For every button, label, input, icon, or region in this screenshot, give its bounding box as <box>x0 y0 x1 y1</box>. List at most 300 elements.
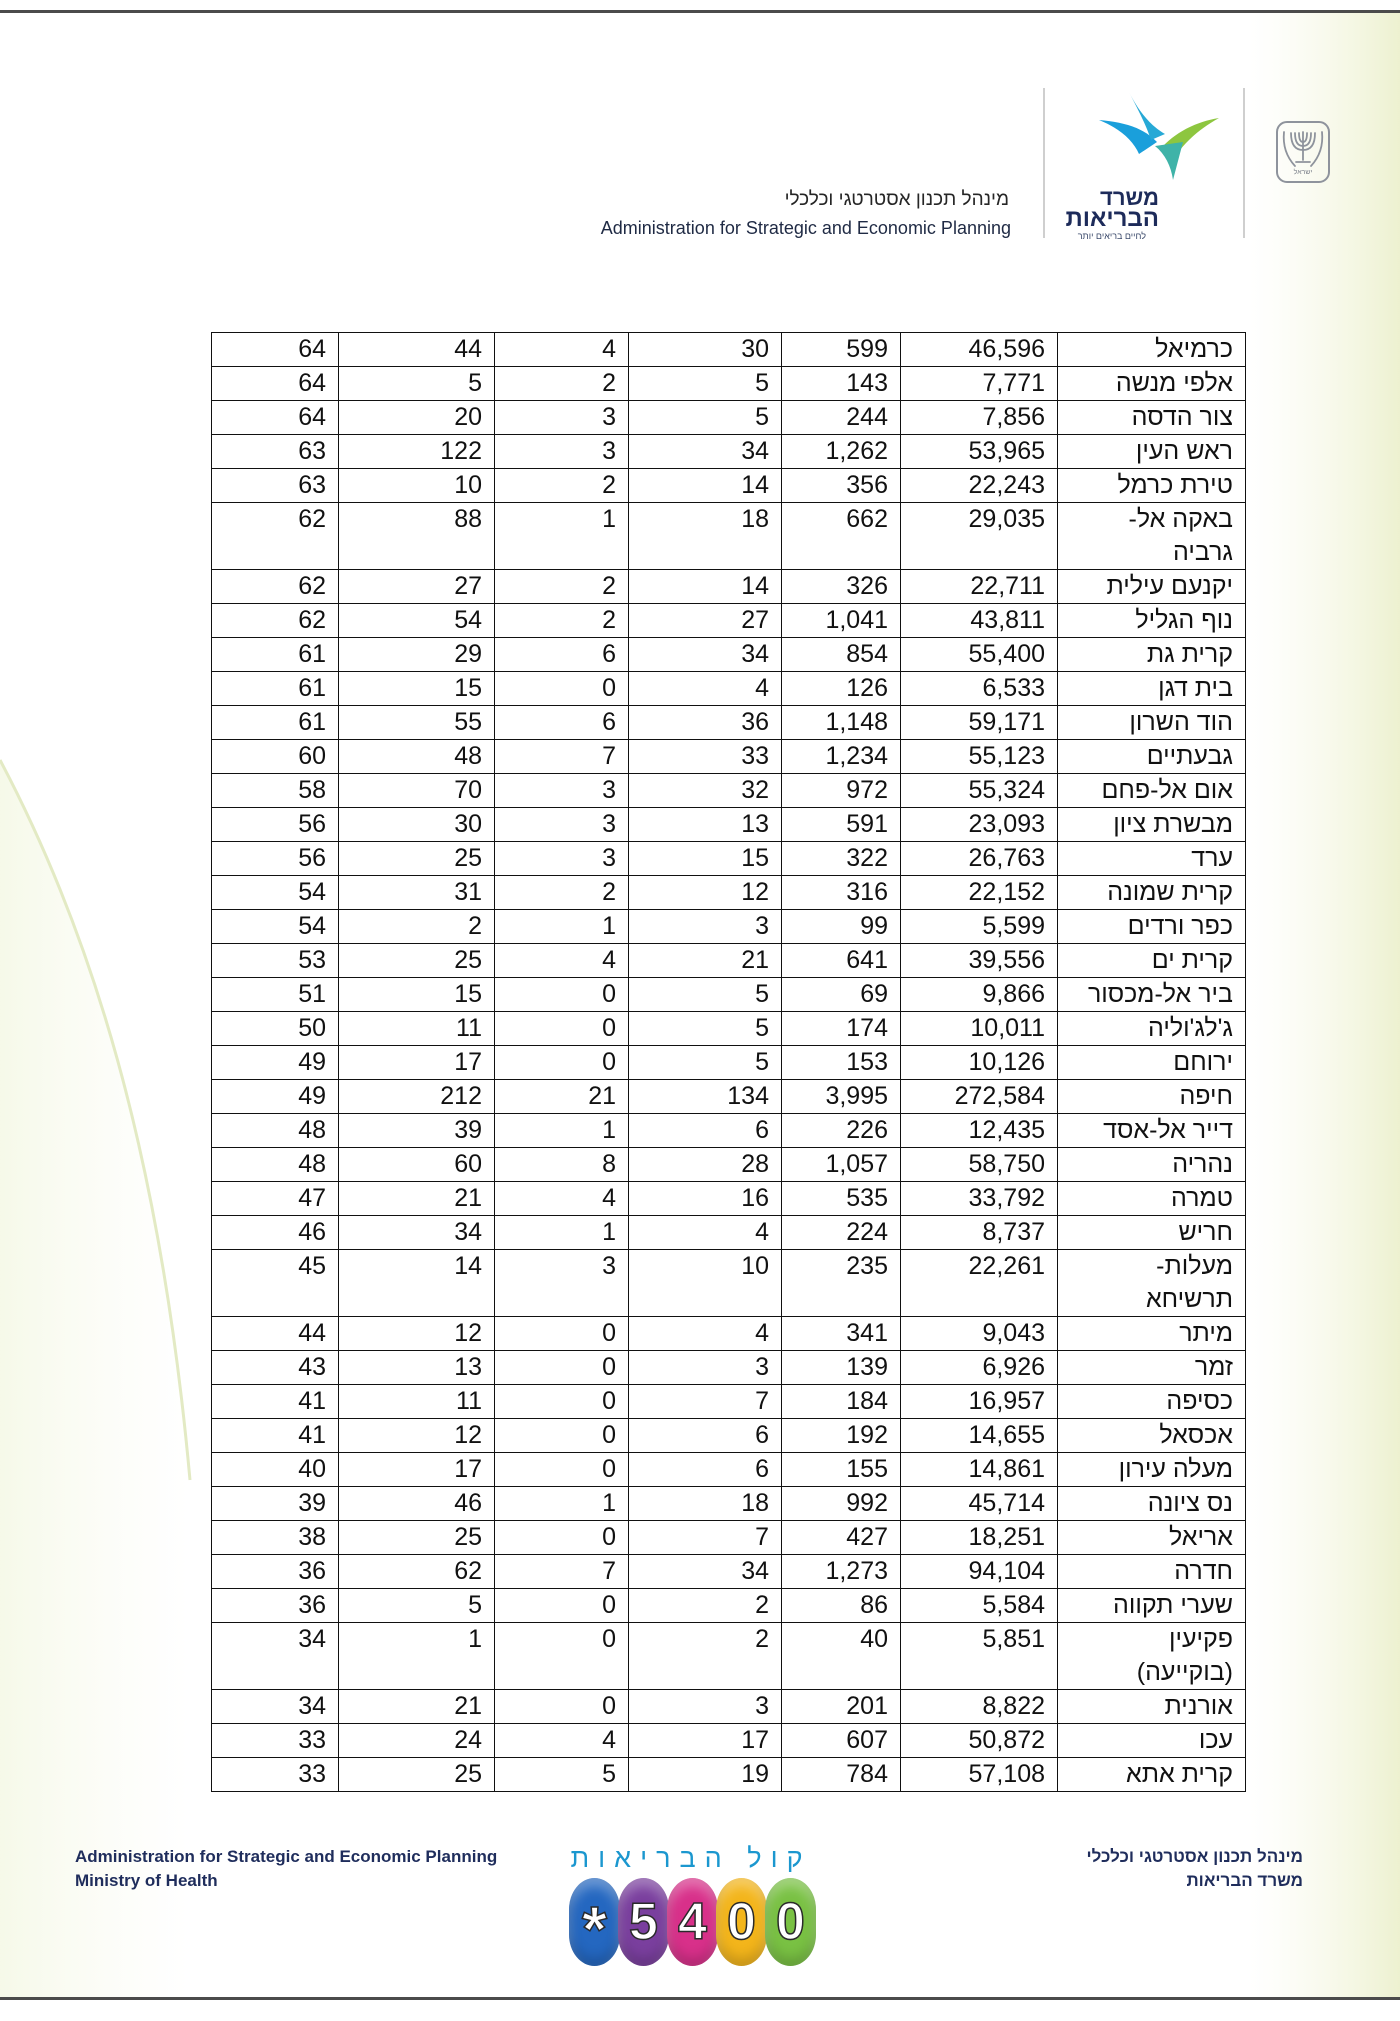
value-cell: 192 <box>782 1419 901 1453</box>
value-cell: 30 <box>629 333 782 367</box>
value-cell: 39 <box>339 1114 495 1148</box>
value-cell: 41 <box>212 1419 339 1453</box>
value-cell: 1 <box>339 1623 495 1690</box>
value-cell: 32 <box>629 774 782 808</box>
locality-cell: קרית אתא <box>1058 1758 1246 1792</box>
value-cell: 48 <box>339 740 495 774</box>
value-cell: 56 <box>212 808 339 842</box>
value-cell: 1,041 <box>782 604 901 638</box>
value-cell: 69 <box>782 978 901 1012</box>
value-cell: 641 <box>782 944 901 978</box>
footer-right-block <box>1087 1845 1303 1893</box>
value-cell: 326 <box>782 570 901 604</box>
value-cell: 10 <box>339 469 495 503</box>
value-cell: 25 <box>339 842 495 876</box>
value-cell: 14 <box>629 469 782 503</box>
value-cell: 34 <box>629 1555 782 1589</box>
value-cell: 61 <box>212 706 339 740</box>
value-cell: 62 <box>212 570 339 604</box>
value-cell: 0 <box>495 978 629 1012</box>
value-cell: 854 <box>782 638 901 672</box>
value-cell: 34 <box>212 1623 339 1690</box>
value-cell: 0 <box>495 1690 629 1724</box>
value-cell: 16 <box>629 1182 782 1216</box>
value-cell: 27 <box>339 570 495 604</box>
header-divider <box>1243 88 1245 238</box>
table-row <box>212 706 1246 740</box>
value-cell: 46 <box>212 1216 339 1250</box>
table-row <box>212 638 1246 672</box>
value-cell: 9,866 <box>901 978 1058 1012</box>
value-cell: 25 <box>339 944 495 978</box>
value-cell: 2 <box>495 469 629 503</box>
value-cell: 4 <box>495 1182 629 1216</box>
value-cell: 29 <box>339 638 495 672</box>
table-row <box>212 978 1246 1012</box>
table-row <box>212 1758 1246 1792</box>
table-row <box>212 1419 1246 1453</box>
value-cell: 184 <box>782 1385 901 1419</box>
value-cell: 53,965 <box>901 435 1058 469</box>
value-cell: 63 <box>212 435 339 469</box>
locality-cell: כסיפה <box>1058 1385 1246 1419</box>
locality-cell: חיפה <box>1058 1080 1246 1114</box>
table-row <box>212 1690 1246 1724</box>
locality-cell: כפר ורדים <box>1058 910 1246 944</box>
value-cell: 57,108 <box>901 1758 1058 1792</box>
value-cell: 12,435 <box>901 1114 1058 1148</box>
value-cell: 33,792 <box>901 1182 1058 1216</box>
table-row <box>212 1453 1246 1487</box>
value-cell: 5 <box>495 1758 629 1792</box>
footer-ministry-english: Ministry of Health <box>75 1871 218 1890</box>
value-cell: 56 <box>212 842 339 876</box>
value-cell: 13 <box>629 808 782 842</box>
table-row <box>212 1148 1246 1182</box>
table-row <box>212 1385 1246 1419</box>
table-row <box>212 503 1246 570</box>
value-cell: 427 <box>782 1521 901 1555</box>
value-cell: 4 <box>629 1216 782 1250</box>
table-row <box>212 1216 1246 1250</box>
value-cell: 18 <box>629 503 782 570</box>
value-cell: 10,126 <box>901 1046 1058 1080</box>
value-cell: 4 <box>495 944 629 978</box>
table-row <box>212 367 1246 401</box>
value-cell: 535 <box>782 1182 901 1216</box>
value-cell: 21 <box>495 1080 629 1114</box>
locality-cell: ערד <box>1058 842 1246 876</box>
table-row <box>212 1589 1246 1623</box>
value-cell: 8,822 <box>901 1690 1058 1724</box>
value-cell: 5 <box>629 401 782 435</box>
value-cell: 27 <box>629 604 782 638</box>
value-cell: 10,011 <box>901 1012 1058 1046</box>
value-cell: 12 <box>339 1419 495 1453</box>
logo-text-line1: משרד <box>1100 185 1159 210</box>
table-row <box>212 469 1246 503</box>
value-cell: 12 <box>339 1317 495 1351</box>
value-cell: 0 <box>495 1351 629 1385</box>
value-cell: 33 <box>212 1724 339 1758</box>
locality-cell: נהריה <box>1058 1148 1246 1182</box>
value-cell: 49 <box>212 1046 339 1080</box>
locality-cell: מיתר <box>1058 1317 1246 1351</box>
hotline-digit: * <box>582 1893 607 1965</box>
table-row <box>212 1724 1246 1758</box>
table-row <box>212 740 1246 774</box>
value-cell: 64 <box>212 367 339 401</box>
value-cell: 8,737 <box>901 1216 1058 1250</box>
value-cell: 1,148 <box>782 706 901 740</box>
value-cell: 15 <box>629 842 782 876</box>
locality-cell: נוף הגליל <box>1058 604 1246 638</box>
value-cell: 55 <box>339 706 495 740</box>
value-cell: 17 <box>629 1724 782 1758</box>
value-cell: 3 <box>495 401 629 435</box>
value-cell: 7 <box>629 1385 782 1419</box>
locality-cell: טירת כרמל <box>1058 469 1246 503</box>
value-cell: 174 <box>782 1012 901 1046</box>
hotline-digit-bubble <box>667 1878 718 1966</box>
locality-cell: ירוחם <box>1058 1046 1246 1080</box>
value-cell: 3,995 <box>782 1080 901 1114</box>
table-row <box>212 672 1246 706</box>
value-cell: 58,750 <box>901 1148 1058 1182</box>
value-cell: 48 <box>212 1148 339 1182</box>
hotline-digit: 0 <box>776 1893 805 1951</box>
value-cell: 6 <box>629 1453 782 1487</box>
table-row <box>212 1182 1246 1216</box>
table-row <box>212 876 1246 910</box>
table-row <box>212 1250 1246 1317</box>
value-cell: 22,261 <box>901 1250 1058 1317</box>
table-row <box>212 333 1246 367</box>
value-cell: 226 <box>782 1114 901 1148</box>
value-cell: 5 <box>629 978 782 1012</box>
value-cell: 2 <box>629 1623 782 1690</box>
value-cell: 94,104 <box>901 1555 1058 1589</box>
value-cell: 4 <box>495 333 629 367</box>
hotline-digit: 4 <box>678 1893 707 1951</box>
value-cell: 0 <box>495 1521 629 1555</box>
value-cell: 3 <box>629 1690 782 1724</box>
value-cell: 0 <box>495 1385 629 1419</box>
value-cell: 992 <box>782 1487 901 1521</box>
locality-cell: כרמיאל <box>1058 333 1246 367</box>
value-cell: 17 <box>339 1453 495 1487</box>
footer-left-block <box>75 1845 497 1893</box>
value-cell: 86 <box>782 1589 901 1623</box>
value-cell: 0 <box>495 1317 629 1351</box>
hotline-digit-bubble <box>716 1878 767 1966</box>
value-cell: 45 <box>212 1250 339 1317</box>
value-cell: 5,599 <box>901 910 1058 944</box>
value-cell: 14 <box>629 570 782 604</box>
table-row <box>212 910 1246 944</box>
value-cell: 61 <box>212 638 339 672</box>
locality-cell: חריש <box>1058 1216 1246 1250</box>
value-cell: 21 <box>339 1690 495 1724</box>
value-cell: 34 <box>629 638 782 672</box>
value-cell: 43,811 <box>901 604 1058 638</box>
locality-cell: אלפי מנשה <box>1058 367 1246 401</box>
locality-cell: אורנית <box>1058 1690 1246 1724</box>
value-cell: 61 <box>212 672 339 706</box>
value-cell: 126 <box>782 672 901 706</box>
value-cell: 0 <box>495 1046 629 1080</box>
value-cell: 6 <box>495 706 629 740</box>
value-cell: 88 <box>339 503 495 570</box>
table-row <box>212 1487 1246 1521</box>
value-cell: 2 <box>495 876 629 910</box>
value-cell: 0 <box>495 1419 629 1453</box>
value-cell: 39,556 <box>901 944 1058 978</box>
value-cell: 599 <box>782 333 901 367</box>
locality-cell: שערי תקווה <box>1058 1589 1246 1623</box>
value-cell: 50,872 <box>901 1724 1058 1758</box>
value-cell: 122 <box>339 435 495 469</box>
table-row <box>212 1080 1246 1114</box>
value-cell: 4 <box>629 1317 782 1351</box>
footer-ministry-hebrew: משרד הבריאות <box>1186 1871 1303 1890</box>
value-cell: 5 <box>339 1589 495 1623</box>
value-cell: 3 <box>495 842 629 876</box>
value-cell: 22,152 <box>901 876 1058 910</box>
value-cell: 6,533 <box>901 672 1058 706</box>
table-row <box>212 1114 1246 1148</box>
table-row <box>212 1623 1246 1690</box>
value-cell: 1 <box>495 1216 629 1250</box>
hotline-number-logo <box>569 1878 816 1966</box>
value-cell: 22,711 <box>901 570 1058 604</box>
value-cell: 322 <box>782 842 901 876</box>
value-cell: 18 <box>629 1487 782 1521</box>
value-cell: 33 <box>212 1758 339 1792</box>
value-cell: 51 <box>212 978 339 1012</box>
value-cell: 31 <box>339 876 495 910</box>
locality-cell: הוד השרון <box>1058 706 1246 740</box>
value-cell: 21 <box>629 944 782 978</box>
value-cell: 3 <box>629 1351 782 1385</box>
value-cell: 44 <box>339 333 495 367</box>
value-cell: 62 <box>339 1555 495 1589</box>
value-cell: 662 <box>782 503 901 570</box>
value-cell: 0 <box>495 1589 629 1623</box>
value-cell: 5 <box>629 1012 782 1046</box>
value-cell: 9,043 <box>901 1317 1058 1351</box>
value-cell: 59,171 <box>901 706 1058 740</box>
value-cell: 41 <box>212 1385 339 1419</box>
value-cell: 11 <box>339 1385 495 1419</box>
table-row <box>212 570 1246 604</box>
table-row <box>212 604 1246 638</box>
hotline-digit-bubble <box>569 1878 620 1966</box>
value-cell: 5,851 <box>901 1623 1058 1690</box>
locality-cell: קרית ים <box>1058 944 1246 978</box>
value-cell: 46 <box>339 1487 495 1521</box>
value-cell: 6 <box>629 1114 782 1148</box>
value-cell: 0 <box>495 1012 629 1046</box>
locality-cell: אריאל <box>1058 1521 1246 1555</box>
locality-cell: טמרה <box>1058 1182 1246 1216</box>
value-cell: 5,584 <box>901 1589 1058 1623</box>
value-cell: 6,926 <box>901 1351 1058 1385</box>
value-cell: 2 <box>339 910 495 944</box>
value-cell: 3 <box>629 910 782 944</box>
locality-cell: אום אל-פחם <box>1058 774 1246 808</box>
value-cell: 28 <box>629 1148 782 1182</box>
locality-cell: צור הדסה <box>1058 401 1246 435</box>
table-row <box>212 1046 1246 1080</box>
value-cell: 7 <box>495 1555 629 1589</box>
locality-cell: מבשרת ציון <box>1058 808 1246 842</box>
value-cell: 139 <box>782 1351 901 1385</box>
value-cell: 1,262 <box>782 435 901 469</box>
value-cell: 7,771 <box>901 367 1058 401</box>
value-cell: 14,655 <box>901 1419 1058 1453</box>
value-cell: 153 <box>782 1046 901 1080</box>
value-cell: 34 <box>212 1690 339 1724</box>
logo-tagline: לחיים בריאים יותר <box>1077 231 1146 241</box>
value-cell: 8 <box>495 1148 629 1182</box>
value-cell: 14 <box>339 1250 495 1317</box>
value-cell: 36 <box>629 706 782 740</box>
bottom-frame-line <box>0 1997 1400 2000</box>
locality-cell: ביר אל-מכסור <box>1058 978 1246 1012</box>
locality-cell: דייר אל-אסד <box>1058 1114 1246 1148</box>
value-cell: 60 <box>339 1148 495 1182</box>
value-cell: 11 <box>339 1012 495 1046</box>
value-cell: 1 <box>495 503 629 570</box>
value-cell: 40 <box>212 1453 339 1487</box>
value-cell: 58 <box>212 774 339 808</box>
locality-cell: קרית שמונה <box>1058 876 1246 910</box>
value-cell: 784 <box>782 1758 901 1792</box>
locality-cell: באקה אל- גרביה <box>1058 503 1246 570</box>
value-cell: 62 <box>212 604 339 638</box>
value-cell: 64 <box>212 401 339 435</box>
table-row <box>212 1317 1246 1351</box>
hotline-digit-bubble <box>765 1878 816 1966</box>
value-cell: 1 <box>495 910 629 944</box>
value-cell: 5 <box>629 367 782 401</box>
locality-cell: עכו <box>1058 1724 1246 1758</box>
table-row <box>212 401 1246 435</box>
locality-cell: נס ציונה <box>1058 1487 1246 1521</box>
value-cell: 54 <box>212 910 339 944</box>
value-cell: 62 <box>212 503 339 570</box>
value-cell: 19 <box>629 1758 782 1792</box>
value-cell: 44 <box>212 1317 339 1351</box>
top-frame-line <box>0 10 1400 13</box>
value-cell: 134 <box>629 1080 782 1114</box>
value-cell: 5 <box>629 1046 782 1080</box>
department-title-hebrew: מינהל תכנון אסטרטגי וכלכלי <box>784 189 1009 210</box>
value-cell: 356 <box>782 469 901 503</box>
header-divider <box>1043 88 1045 238</box>
locality-cell: חדרה <box>1058 1555 1246 1589</box>
value-cell: 235 <box>782 1250 901 1317</box>
value-cell: 7 <box>629 1521 782 1555</box>
value-cell: 2 <box>629 1589 782 1623</box>
value-cell: 55,400 <box>901 638 1058 672</box>
table-row <box>212 1555 1246 1589</box>
value-cell: 45,714 <box>901 1487 1058 1521</box>
value-cell: 212 <box>339 1080 495 1114</box>
locality-cell: ראש העין <box>1058 435 1246 469</box>
value-cell: 0 <box>495 1453 629 1487</box>
table-row <box>212 808 1246 842</box>
value-cell: 48 <box>212 1114 339 1148</box>
table-row <box>212 774 1246 808</box>
hotline-digit: 5 <box>629 1893 658 1951</box>
value-cell: 36 <box>212 1555 339 1589</box>
value-cell: 607 <box>782 1724 901 1758</box>
value-cell: 2 <box>495 367 629 401</box>
value-cell: 40 <box>782 1623 901 1690</box>
value-cell: 316 <box>782 876 901 910</box>
table-body <box>212 333 1246 1792</box>
value-cell: 7 <box>495 740 629 774</box>
value-cell: 22,243 <box>901 469 1058 503</box>
value-cell: 591 <box>782 808 901 842</box>
value-cell: 34 <box>339 1216 495 1250</box>
table-row <box>212 435 1246 469</box>
value-cell: 3 <box>495 435 629 469</box>
data-table <box>211 332 1246 1792</box>
locality-cell: זמר <box>1058 1351 1246 1385</box>
value-cell: 25 <box>339 1758 495 1792</box>
value-cell: 30 <box>339 808 495 842</box>
value-cell: 33 <box>629 740 782 774</box>
locality-cell: פקיעין (בוקייעה) <box>1058 1623 1246 1690</box>
value-cell: 50 <box>212 1012 339 1046</box>
value-cell: 972 <box>782 774 901 808</box>
value-cell: 201 <box>782 1690 901 1724</box>
value-cell: 0 <box>495 672 629 706</box>
ministry-of-health-star-icon <box>1099 92 1219 182</box>
table-row <box>212 1351 1246 1385</box>
locality-cell: מעלות- תרשיחא <box>1058 1250 1246 1317</box>
value-cell: 12 <box>629 876 782 910</box>
value-cell: 26,763 <box>901 842 1058 876</box>
value-cell: 143 <box>782 367 901 401</box>
hotline-digit-bubble <box>618 1878 669 1966</box>
value-cell: 14,861 <box>901 1453 1058 1487</box>
value-cell: 6 <box>495 638 629 672</box>
table-row <box>212 842 1246 876</box>
value-cell: 60 <box>212 740 339 774</box>
value-cell: 2 <box>495 604 629 638</box>
value-cell: 38 <box>212 1521 339 1555</box>
value-cell: 16,957 <box>901 1385 1058 1419</box>
table-row <box>212 1521 1246 1555</box>
value-cell: 18,251 <box>901 1521 1058 1555</box>
value-cell: 29,035 <box>901 503 1058 570</box>
value-cell: 53 <box>212 944 339 978</box>
locality-cell: אכסאל <box>1058 1419 1246 1453</box>
value-cell: 2 <box>495 570 629 604</box>
value-cell: 24 <box>339 1724 495 1758</box>
value-cell: 15 <box>339 978 495 1012</box>
value-cell: 155 <box>782 1453 901 1487</box>
value-cell: 0 <box>495 1623 629 1690</box>
table-row <box>212 944 1246 978</box>
value-cell: 49 <box>212 1080 339 1114</box>
value-cell: 55,324 <box>901 774 1058 808</box>
value-cell: 43 <box>212 1351 339 1385</box>
